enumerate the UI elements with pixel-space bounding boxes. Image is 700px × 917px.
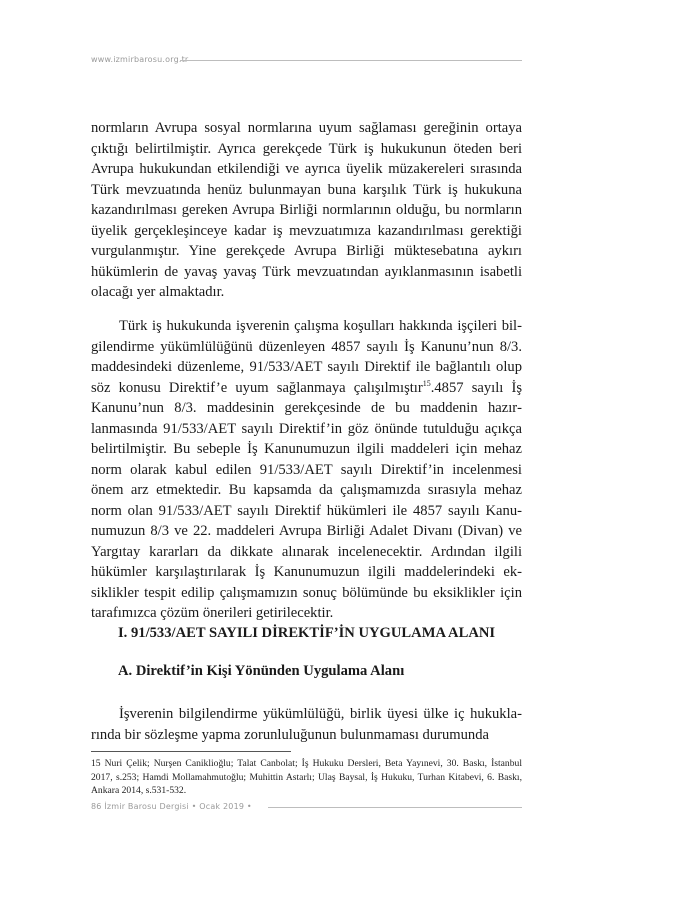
footnote-reference[interactable]: 15 bbox=[422, 378, 431, 388]
footnote-rule bbox=[91, 751, 291, 752]
paragraph-2 bbox=[91, 316, 522, 624]
footer-rule bbox=[268, 807, 522, 808]
section-heading: I. 91/533/AET SAYILI DİREKTİF’İN UYGULAMA ALANI bbox=[118, 625, 496, 641]
subsection-heading: A. Direktif’in Kişi Yönünden Uygulama Alanı bbox=[118, 663, 405, 679]
paragraph-2-text-b: .4857 sayılı İş Kanunu’nun 8/3. maddesinin gerekçesinde de bu maddenin hazırlanmasında 91/533/AET sayılı Direktif’in göz önünde tutulduğu açıkça belirtilmiştir. Bu sebeple İş Kanunumuzun ilgili maddeleri için mehaz norm olarak kabul edilen 91/533/AET sayılı Direktif’in incelenmesi önem arz etmektedir. Bu kapsamda da çalışmamızda sırasıyla mehaz norm olan 91/533/AET sayılı Direktif hükümleri ile 4857 sayılı Kanunumuzun 8/3 ve 22. maddeleri Avrupa Birliği Adalet Divanı (Divan) ve Yargıtay kararları da dikkate alınarak incelenecektir. Ardından ilgili hükümler karşılaştırılarak İş Kanunumuzun ilgili maddelerindeki eksiklikler tespit edilip çalışmamızın sonuç bölümünde bu eksiklikler için tarafımızca çözüm önerileri getirilecektir. bbox=[91, 379, 522, 621]
paragraph-2-text-a: Türk iş hukukunda işverenin çalışma koşulları hakkında işçileri bilgilendirme yükümlülüğünü düzenleyen 4857 sayılı İş Kanunu’nun 8/3. maddesindeki düzenleme, 91/533/AET sayılı Direktif ile bağlantılı olup söz konusu Direktif’e uyum sağlanmaya çalışılmıştır bbox=[91, 318, 522, 396]
footnote-text: Nuri Çelik; Nurşen Caniklioğlu; Talat Canbolat; İş Hukuku Dersleri, Beta Yayınevi, 30. Baskı, İstanbul 2017, s.253; Hamdi Mollamahmutoğlu; Muhittin Astarlı; Ulaş Baysal, İş Hukuku, Turhan Kitabevi, 6. Baskı, Ankara 2014, s.531-532. bbox=[91, 758, 522, 796]
header-url: www.izmirbarosu.org.tr bbox=[91, 55, 189, 64]
footnote-number: 15 bbox=[91, 758, 101, 769]
footnote bbox=[91, 757, 522, 798]
paragraph-3: İşverenin bilgilendirme yükümlülüğü, birlik üyesi ülke iç hukuklarında bir sözleşme yapma zorunluluğunun bulunmaması durumunda bbox=[91, 706, 522, 743]
header-rule bbox=[180, 60, 522, 61]
page-footer: 86 İzmir Barosu Dergisi • Ocak 2019 • bbox=[91, 802, 252, 811]
paragraph-1: normların Avrupa sosyal normlarına uyum sağlaması gereğinin ortaya çıktığı belirtilmiştir. Ayrıca gerekçede Türk iş hukukunun öteden beri Avrupa hukukundan etkilendiği ve ayrıca üyelik müzakereleri sırasında Türk mevzuatında henüz bulunmayan buna karşılık Türk iş hukukuna kazandırılması gereken Avrupa Birliği normlarının olduğu, bu normların üyelik gerçekleşinceye kadar iş mevzuatımıza kazandırılması gerektiği vurgulanmıştır. Yine gerekçede Avrupa Birliği müktesebatına aykırı hükümlerin de yavaş yavaş Türk mevzuatından ayıklanmasının isabetli olacağı yer almaktadır. bbox=[91, 120, 522, 300]
